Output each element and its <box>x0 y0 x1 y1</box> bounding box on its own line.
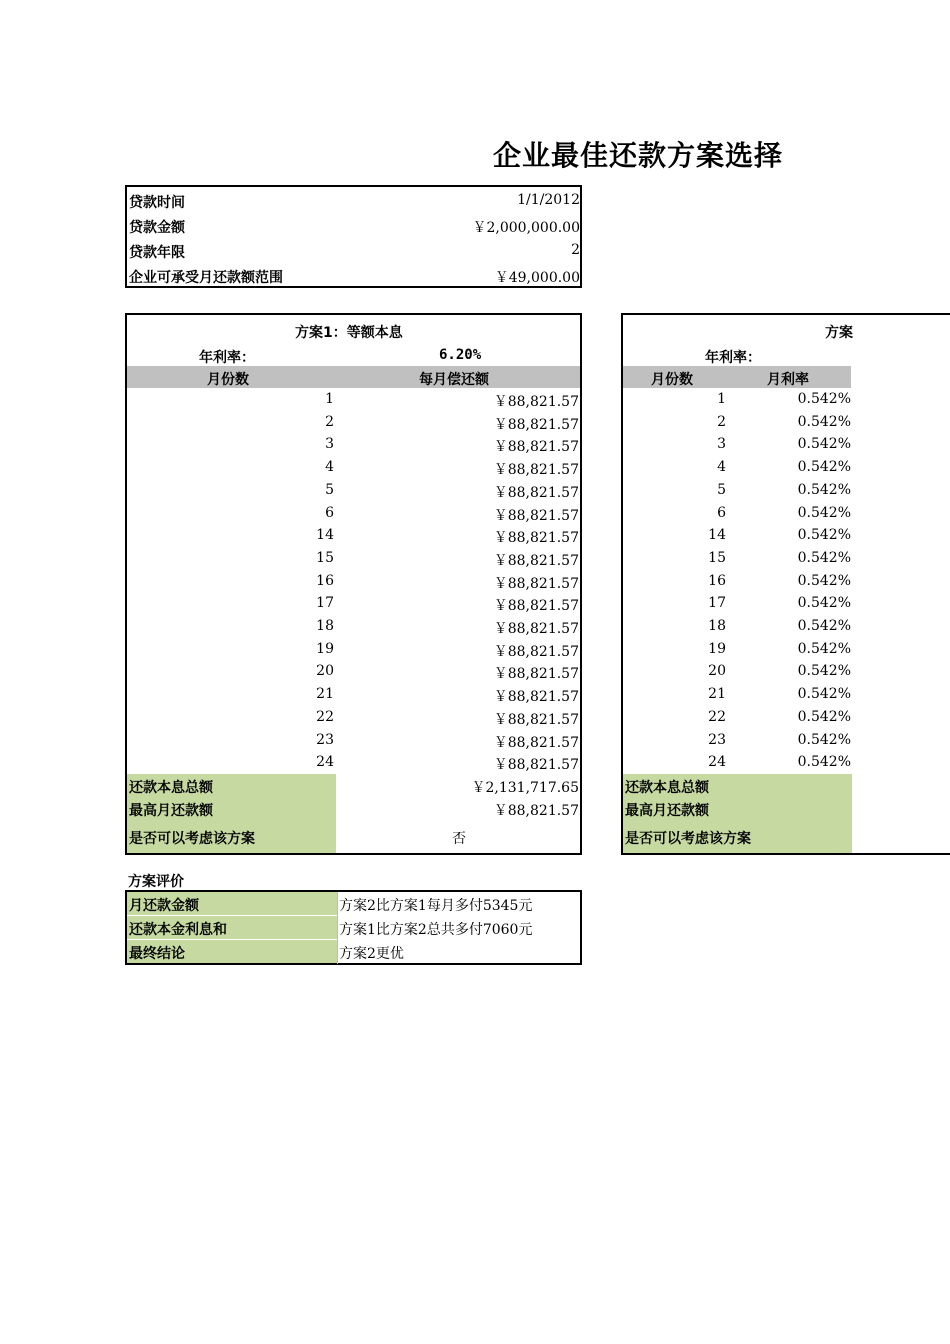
loan-amount-row <box>127 213 580 238</box>
plan1-table-row <box>127 615 580 638</box>
plan1-month-cell[interactable]: 17 <box>316 595 334 612</box>
plan2-rate-cell[interactable]: 0.542% <box>797 595 851 612</box>
plan1-table-row <box>127 547 580 570</box>
plan2-rate-label: 年利率： <box>705 350 761 366</box>
plan1-payment-cell[interactable]: ￥88,821.57 <box>493 666 579 683</box>
plan1-month-cell[interactable]: 14 <box>316 527 334 544</box>
plan1-table-row <box>127 388 580 411</box>
plan1-header-row <box>127 366 580 388</box>
plan1-payment-cell[interactable]: ￥88,821.57 <box>493 530 579 547</box>
plan1-payment-cell[interactable]: ￥88,821.57 <box>493 734 579 751</box>
plan1-table-row <box>127 706 580 729</box>
plan1-consider-value[interactable]: 否 <box>452 831 466 847</box>
plan2-table-row <box>623 547 950 570</box>
plan1-table-row <box>127 660 580 683</box>
plan1-payment-cell[interactable]: ￥88,821.57 <box>493 552 579 569</box>
plan2-table-row <box>623 433 950 456</box>
plan1-table-row <box>127 751 580 774</box>
loan-term-label: 贷款年限 <box>129 245 185 261</box>
plan1-total-cell <box>127 774 336 797</box>
plan2-rate-cell[interactable]: 0.542% <box>797 640 851 657</box>
evaluation-value[interactable]: 方案2比方案1每月多付5345元 <box>339 898 533 914</box>
loan-date-row <box>127 188 580 213</box>
plan2-month-cell[interactable]: 1 <box>717 391 726 407</box>
plan2-rate-cell[interactable]: 0.542% <box>797 572 851 589</box>
loan-amount-label: 贷款金额 <box>129 220 185 236</box>
plan1-month-cell[interactable]: 6 <box>325 504 334 521</box>
plan1-payment-cell[interactable]: ￥88,821.57 <box>493 507 579 524</box>
plan1-payment-cell[interactable]: ￥88,821.57 <box>493 416 579 433</box>
plan2-rate-cell[interactable]: 0.542% <box>797 731 851 748</box>
plan1-rate-value[interactable]: 6.20% <box>439 347 482 363</box>
plan2-month-cell[interactable]: 3 <box>717 436 726 453</box>
plan1-month-cell[interactable]: 3 <box>325 436 334 453</box>
plan1-table-row <box>127 638 580 661</box>
cell-divider <box>337 892 338 916</box>
plan1-payment-cell[interactable]: ￥88,821.57 <box>493 484 579 501</box>
plan2-month-cell[interactable]: 14 <box>708 527 726 544</box>
plan1-table-row <box>127 411 580 434</box>
plan2-month-cell[interactable]: 19 <box>708 640 726 657</box>
loan-date-label: 贷款时间 <box>129 195 185 211</box>
plan2-rate-cell[interactable]: 0.542% <box>797 686 851 703</box>
plan1-payment-cell[interactable]: ￥88,821.57 <box>493 439 579 456</box>
plan1-payment-cell[interactable]: ￥88,821.57 <box>493 643 579 660</box>
plan2-table-row <box>623 411 950 434</box>
plan1-payment-cell[interactable]: ￥88,821.57 <box>493 757 579 774</box>
plan1-table-row <box>127 570 580 593</box>
evaluation-title: 方案评价 <box>128 874 184 890</box>
plan2-table-row <box>623 388 950 411</box>
payment-range-row <box>127 263 580 288</box>
plan1-max-cell <box>127 797 336 820</box>
plan1-payment-cell[interactable]: ￥88,821.57 <box>493 711 579 728</box>
plan1-total-value[interactable]: ￥2,131,717.65 <box>471 780 579 796</box>
cell-divider <box>337 916 338 940</box>
plan1-payment-cell[interactable]: ￥88,821.57 <box>493 575 579 592</box>
plan1-table-row <box>127 683 580 706</box>
plan2-table-row <box>623 570 950 593</box>
plan2-month-cell[interactable]: 5 <box>717 481 726 498</box>
plan1-month-cell[interactable]: 21 <box>316 686 334 703</box>
plan2-month-cell[interactable]: 20 <box>708 663 726 680</box>
plan2-month-cell[interactable]: 23 <box>708 731 726 748</box>
plan1-table-row <box>127 433 580 456</box>
plan1-month-cell[interactable]: 4 <box>325 459 334 476</box>
plan1-table-row <box>127 456 580 479</box>
plan1-month-cell[interactable]: 22 <box>316 708 334 725</box>
evaluation-row <box>127 940 580 964</box>
plan1-month-cell[interactable]: 18 <box>316 618 334 634</box>
plan2-table-row <box>623 456 950 479</box>
plan2-month-cell[interactable]: 22 <box>708 708 726 725</box>
plan1-payment-cell[interactable]: ￥88,821.57 <box>493 621 579 637</box>
plan2-month-cell[interactable]: 15 <box>708 549 726 566</box>
plan2-col-rate: 月利率 <box>767 372 809 388</box>
plan1-month-cell[interactable]: 5 <box>325 481 334 498</box>
plan2-rate-cell[interactable]: 0.542% <box>797 618 851 634</box>
evaluation-value[interactable]: 方案1比方案2总共多付7060元 <box>339 922 533 938</box>
page-title: 企业最佳还款方案选择 <box>493 139 784 172</box>
plan1-table-row <box>127 502 580 525</box>
plan2-rate-cell[interactable]: 0.542% <box>797 549 851 566</box>
plan2-month-cell[interactable]: 6 <box>717 504 726 521</box>
plan2-month-cell[interactable]: 2 <box>717 413 726 430</box>
plan2-title: 方案 <box>825 325 853 341</box>
plan2-max-label: 最高月还款额 <box>625 803 709 819</box>
plan2-table-row <box>623 502 950 525</box>
plan1-month-cell[interactable]: 16 <box>316 572 334 589</box>
plan1-total-label: 还款本息总额 <box>129 780 213 796</box>
plan2-table-row <box>623 524 950 547</box>
evaluation-label: 还款本金利息和 <box>127 916 337 939</box>
evaluation-row <box>127 916 580 940</box>
plan1-month-cell[interactable]: 15 <box>316 549 334 566</box>
plan2-month-cell[interactable]: 16 <box>708 572 726 589</box>
plan2-max-cell <box>623 797 852 820</box>
plan2-table-row <box>623 479 950 502</box>
plan2-table-row <box>623 638 950 661</box>
payment-range-value[interactable]: ￥49,000.00 <box>494 270 580 286</box>
plan2-rate-cell[interactable]: 0.542% <box>797 413 851 430</box>
plan2-col-month: 月份数 <box>651 372 693 388</box>
evaluation-row <box>127 892 580 916</box>
plan2-rate-cell[interactable]: 0.542% <box>797 459 851 476</box>
plan1-month-cell[interactable]: 1 <box>325 391 334 407</box>
evaluation-label: 月还款金额 <box>127 892 337 915</box>
plan2-month-cell[interactable]: 21 <box>708 686 726 703</box>
plan2-table-row <box>623 683 950 706</box>
plan2-consider-cell <box>623 820 852 853</box>
plan1-table-row <box>127 479 580 502</box>
plan2-rate-cell[interactable]: 0.542% <box>797 504 851 521</box>
plan1-table-row <box>127 729 580 752</box>
plan2-table-row <box>623 592 950 615</box>
plan2-rate-cell[interactable]: 0.542% <box>797 527 851 544</box>
plan2-month-cell[interactable]: 24 <box>708 754 726 771</box>
plan1-payment-cell[interactable]: ￥88,821.57 <box>493 598 579 615</box>
plan2-rate-cell[interactable]: 0.542% <box>797 481 851 498</box>
loan-term-value[interactable]: 2 <box>571 242 580 258</box>
plan2-month-cell[interactable]: 17 <box>708 595 726 612</box>
plan1-month-cell[interactable]: 2 <box>325 413 334 430</box>
plan1-consider-cell <box>127 820 336 853</box>
plan1-payment-cell[interactable]: ￥88,821.57 <box>493 394 579 410</box>
plan1-payment-cell[interactable]: ￥88,821.57 <box>493 462 579 479</box>
evaluation-value[interactable]: 方案2更优 <box>339 946 404 962</box>
loan-amount-value[interactable]: ￥2,000,000.00 <box>472 220 580 236</box>
evaluation-table <box>125 890 582 965</box>
plan1-max-label: 最高月还款额 <box>129 803 213 819</box>
plan2-consider-label: 是否可以考虑该方案 <box>625 831 751 847</box>
plan1-month-cell[interactable]: 23 <box>316 731 334 748</box>
plan1-consider-label: 是否可以考虑该方案 <box>129 831 255 847</box>
payment-range-label: 企业可承受月还款额范围 <box>129 270 283 286</box>
plan2-month-cell[interactable]: 18 <box>708 618 726 634</box>
plan2-total-cell <box>623 774 852 797</box>
plan2-header-row <box>623 366 851 388</box>
plan1-rate-label: 年利率： <box>199 350 255 366</box>
evaluation-label: 最终结论 <box>127 940 337 963</box>
plan1-col-payment: 每月偿还额 <box>419 372 489 388</box>
plan2-table <box>621 313 950 855</box>
plan2-rate-cell[interactable]: 0.542% <box>797 754 851 771</box>
plan2-rate-cell[interactable]: 0.542% <box>797 436 851 453</box>
loan-date-value[interactable]: 1/1/2012 <box>517 192 580 208</box>
plan2-table-row <box>623 729 950 752</box>
plan2-month-cell[interactable]: 4 <box>717 459 726 476</box>
plan1-month-cell[interactable]: 19 <box>316 640 334 657</box>
plan1-table-row <box>127 524 580 547</box>
plan2-rate-cell[interactable]: 0.542% <box>797 708 851 725</box>
plan1-month-cell[interactable]: 24 <box>316 754 334 771</box>
loan-info-table <box>125 185 582 288</box>
plan2-total-label: 还款本息总额 <box>625 780 709 796</box>
plan2-table-row <box>623 706 950 729</box>
plan1-month-cell[interactable]: 20 <box>316 663 334 680</box>
plan1-table-row <box>127 592 580 615</box>
cell-divider <box>337 940 338 964</box>
loan-term-row <box>127 238 580 263</box>
plan1-col-month: 月份数 <box>207 372 249 388</box>
plan1-payment-cell[interactable]: ￥88,821.57 <box>493 689 579 706</box>
plan1-title: 方案1：等额本息 <box>295 325 403 341</box>
plan1-table <box>125 313 582 855</box>
plan1-max-value[interactable]: ￥88,821.57 <box>493 803 579 819</box>
plan2-table-row <box>623 751 950 774</box>
plan2-table-row <box>623 615 950 638</box>
plan2-table-row <box>623 660 950 683</box>
plan2-rate-cell[interactable]: 0.542% <box>797 391 851 407</box>
plan2-rate-cell[interactable]: 0.542% <box>797 663 851 680</box>
